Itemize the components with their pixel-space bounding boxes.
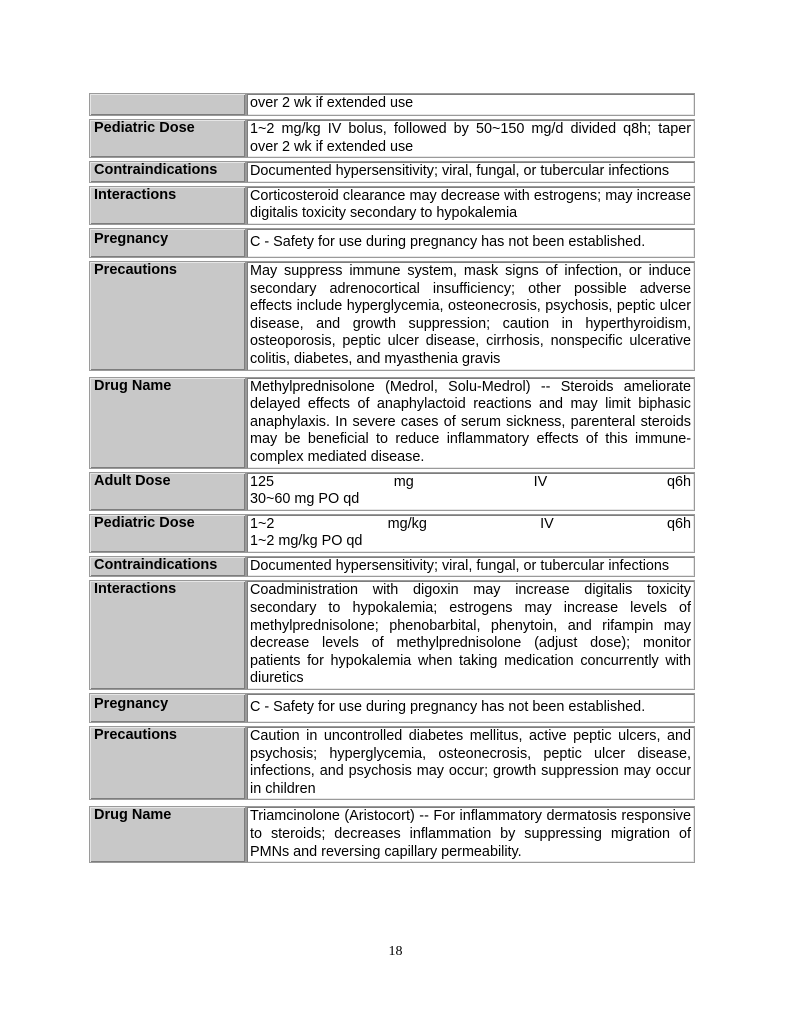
row-label: Precautions bbox=[94, 727, 177, 744]
row-value-cell bbox=[246, 228, 695, 258]
row-value-cell bbox=[246, 472, 695, 511]
row-label: Precautions bbox=[94, 261, 177, 278]
table-row bbox=[89, 161, 695, 183]
row-label: Pregnancy bbox=[94, 696, 169, 713]
row-label: Pediatric Dose bbox=[94, 120, 195, 136]
table-row bbox=[89, 693, 695, 723]
row-label-cell bbox=[89, 514, 246, 553]
table-row bbox=[89, 556, 695, 578]
row-value: Documented hypersensitivity; viral, fungal, or tubercular infections bbox=[250, 163, 670, 180]
row-label-cell bbox=[89, 693, 246, 723]
row-value: Triamcinolone (Aristocort) -- For inflammatory dermatosis responsive to steroids; decreases inflammation by suppressing migration of PMNs and reversing capillary permeability. bbox=[250, 808, 691, 860]
row-value-cell bbox=[246, 161, 695, 183]
row-value-cell bbox=[246, 580, 695, 690]
row-value: May suppress immune system, mask signs of infection, or induce secondary adrenocortical insufficiency; other possible adverse effects include hyperglycemia, osteonecrosis, psychosis, peptic ulcer disease, and growth suppression; caution in hyperthyroidism, osteoporosis, peptic ulcer disease, cirrhosis, nonspecific ulcerative colitis, diabetes, and myasthenia gravis bbox=[250, 262, 691, 367]
row-value: over 2 wk if extended use bbox=[250, 95, 414, 111]
row-label-cell bbox=[89, 726, 246, 800]
table-row bbox=[89, 93, 695, 116]
table-row bbox=[89, 377, 695, 469]
row-value-cell bbox=[246, 693, 695, 723]
row-label-cell bbox=[89, 806, 246, 863]
dose-line bbox=[250, 516, 691, 534]
row-value bbox=[247, 515, 694, 552]
row-value-cell bbox=[246, 377, 695, 469]
dose-amount: 125 bbox=[250, 473, 275, 490]
row-label: Pediatric Dose bbox=[94, 514, 195, 531]
row-value-cell bbox=[246, 726, 695, 800]
dose-line: 30~60 mg PO qd bbox=[250, 491, 360, 508]
row-label: Contraindications bbox=[94, 162, 218, 179]
row-value-cell bbox=[246, 514, 695, 553]
drug-info-table bbox=[89, 93, 695, 863]
row-value: Caution in uncontrolled diabetes mellitus, active peptic ulcers, and psychosis; hyperglycemia, osteonecrosis, peptic ulcer disease, infections, and psychosis may occur; growth suppression may occur in children bbox=[250, 728, 691, 797]
page-number: 18 bbox=[388, 944, 403, 959]
table-row bbox=[89, 726, 695, 800]
row-value-cell bbox=[246, 806, 695, 863]
dose-unit: mg/kg bbox=[387, 515, 427, 532]
dose-frequency: q6h bbox=[666, 515, 691, 532]
row-label: Pregnancy bbox=[94, 230, 169, 247]
row-label: Interactions bbox=[94, 186, 177, 203]
row-label bbox=[90, 94, 245, 115]
table-row bbox=[89, 228, 695, 258]
row-value-cell bbox=[246, 93, 695, 116]
row-value: 1~2 mg/kg IV bolus, followed by 50~150 mg/d divided q8h; taper over 2 wk if extended use bbox=[250, 121, 691, 155]
row-label-cell bbox=[89, 261, 246, 371]
row-value bbox=[247, 473, 694, 510]
table-row bbox=[89, 186, 695, 225]
row-value: C - Safety for use during pregnancy has not been established. bbox=[250, 233, 646, 250]
row-label: Contraindications bbox=[94, 556, 218, 573]
row-value: C - Safety for use during pregnancy has not been established. bbox=[250, 699, 646, 716]
row-label-cell bbox=[89, 556, 246, 578]
row-value-cell bbox=[246, 186, 695, 225]
dose-unit: mg bbox=[393, 473, 414, 490]
row-value-cell bbox=[246, 261, 695, 371]
row-label-cell bbox=[89, 580, 246, 690]
table-row bbox=[89, 119, 695, 158]
table-row bbox=[89, 806, 695, 863]
row-value: Corticosteroid clearance may decrease with estrogens; may increase digitalis toxicity secondary to hypokalemia bbox=[250, 187, 691, 222]
dose-amount: 1~2 bbox=[250, 515, 275, 532]
row-value: Documented hypersensitivity; viral, fungal, or tubercular infections bbox=[250, 557, 670, 574]
row-label-cell bbox=[89, 161, 246, 183]
row-label-cell bbox=[89, 119, 246, 158]
dose-route: IV bbox=[540, 515, 554, 532]
row-value-cell bbox=[246, 119, 695, 158]
row-value: Methylprednisolone (Medrol, Solu-Medrol) -- Steroids ameliorate delayed effects of anaphylactoid reactions and may limit biphasic anaphylaxis. In severe cases of serum sickness, parenteral steroids may be beneficial to reduce inflammatory effects of this immune-complex mediated disease. bbox=[250, 378, 691, 465]
dose-route: IV bbox=[533, 473, 548, 490]
row-label: Adult Dose bbox=[94, 472, 171, 489]
row-label-cell bbox=[89, 228, 246, 258]
row-label-cell bbox=[89, 186, 246, 225]
row-label-cell bbox=[89, 93, 246, 116]
row-label: Drug Name bbox=[94, 377, 172, 394]
row-value: Coadministration with digoxin may increase digitalis toxicity secondary to hypokalemia; estrogens may increase levels of methylprednisolone; phenobarbital, phenytoin, and rifampin may decrease levels of methylprednisolone (adjust dose); monitor patients for hypokalemia when taking medication concurrently with diuretics bbox=[250, 582, 691, 687]
dose-line bbox=[250, 474, 691, 492]
table-row bbox=[89, 472, 695, 511]
dose-frequency: q6h bbox=[666, 473, 691, 490]
table-row bbox=[89, 514, 695, 553]
dose-line: 1~2 mg/kg PO qd bbox=[250, 533, 363, 550]
row-label-cell bbox=[89, 472, 246, 511]
table-row bbox=[89, 580, 695, 690]
table-row bbox=[89, 261, 695, 371]
row-value-cell bbox=[246, 556, 695, 578]
row-label: Drug Name bbox=[94, 807, 172, 824]
row-label: Interactions bbox=[94, 581, 177, 598]
row-label-cell bbox=[89, 377, 246, 469]
